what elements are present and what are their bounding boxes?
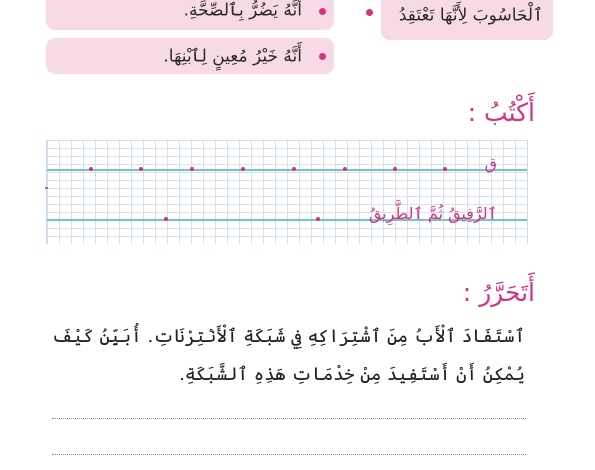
option-3-bullet bbox=[319, 53, 326, 60]
phrase-model: ٱلرَّفِيقُ ثُمَّ ٱلطَّرِيقُ bbox=[368, 204, 497, 223]
trace-dot bbox=[292, 167, 296, 171]
trace-dot bbox=[89, 167, 93, 171]
write-heading: أَكْتُبُ : bbox=[467, 98, 535, 127]
trace-dot bbox=[393, 167, 397, 171]
answer-line[interactable] bbox=[52, 454, 526, 455]
option-1-text: ٱلْحَاسُوبَ لِأَنَّهَا تَعْتَقِدُ bbox=[398, 5, 543, 26]
trace-dot bbox=[443, 167, 447, 171]
trace-dot bbox=[190, 167, 194, 171]
prompt-paragraph: ٱسْتَفَادَ ٱلْأَبُ مِنَ ٱشْتِرَاكِهِ فِي شَبَكَةِ ٱلْأَنْتِرْنَاتِ. أُبَيِّنُ كَيْفَ يُمْكِنُ أَنْ أَسْتَفِيدَ مِنْ خِدْمَاتِ هَذِهِ ٱلشَّبَكَةِ. bbox=[51, 326, 525, 385]
trace-dot bbox=[139, 167, 143, 171]
guide-line-top bbox=[47, 169, 527, 171]
option-3-text: أَنَّهُ خَيْرُ مُعِينٍ لِٱبْنِهَا. bbox=[163, 46, 302, 67]
option-box-2 bbox=[46, 0, 334, 30]
option-2-text: أَنَّهُ يَضُرُّ بِٱلصِّحَّةِ. bbox=[183, 0, 302, 21]
liberate-heading: أَتَحَرَّرُ : bbox=[462, 278, 535, 307]
trace-dot bbox=[241, 167, 245, 171]
option-box-1 bbox=[381, 0, 553, 40]
trace-dot bbox=[164, 217, 168, 221]
row-start-mark bbox=[45, 187, 48, 189]
trace-dot bbox=[343, 167, 347, 171]
option-2-bullet bbox=[319, 8, 326, 15]
trace-dot bbox=[316, 217, 320, 221]
option-1-bullet bbox=[366, 9, 373, 16]
letter-model: ق bbox=[484, 154, 497, 173]
option-box-3 bbox=[46, 38, 334, 74]
answer-line[interactable] bbox=[52, 418, 526, 419]
handwriting-grid[interactable] bbox=[46, 140, 528, 244]
